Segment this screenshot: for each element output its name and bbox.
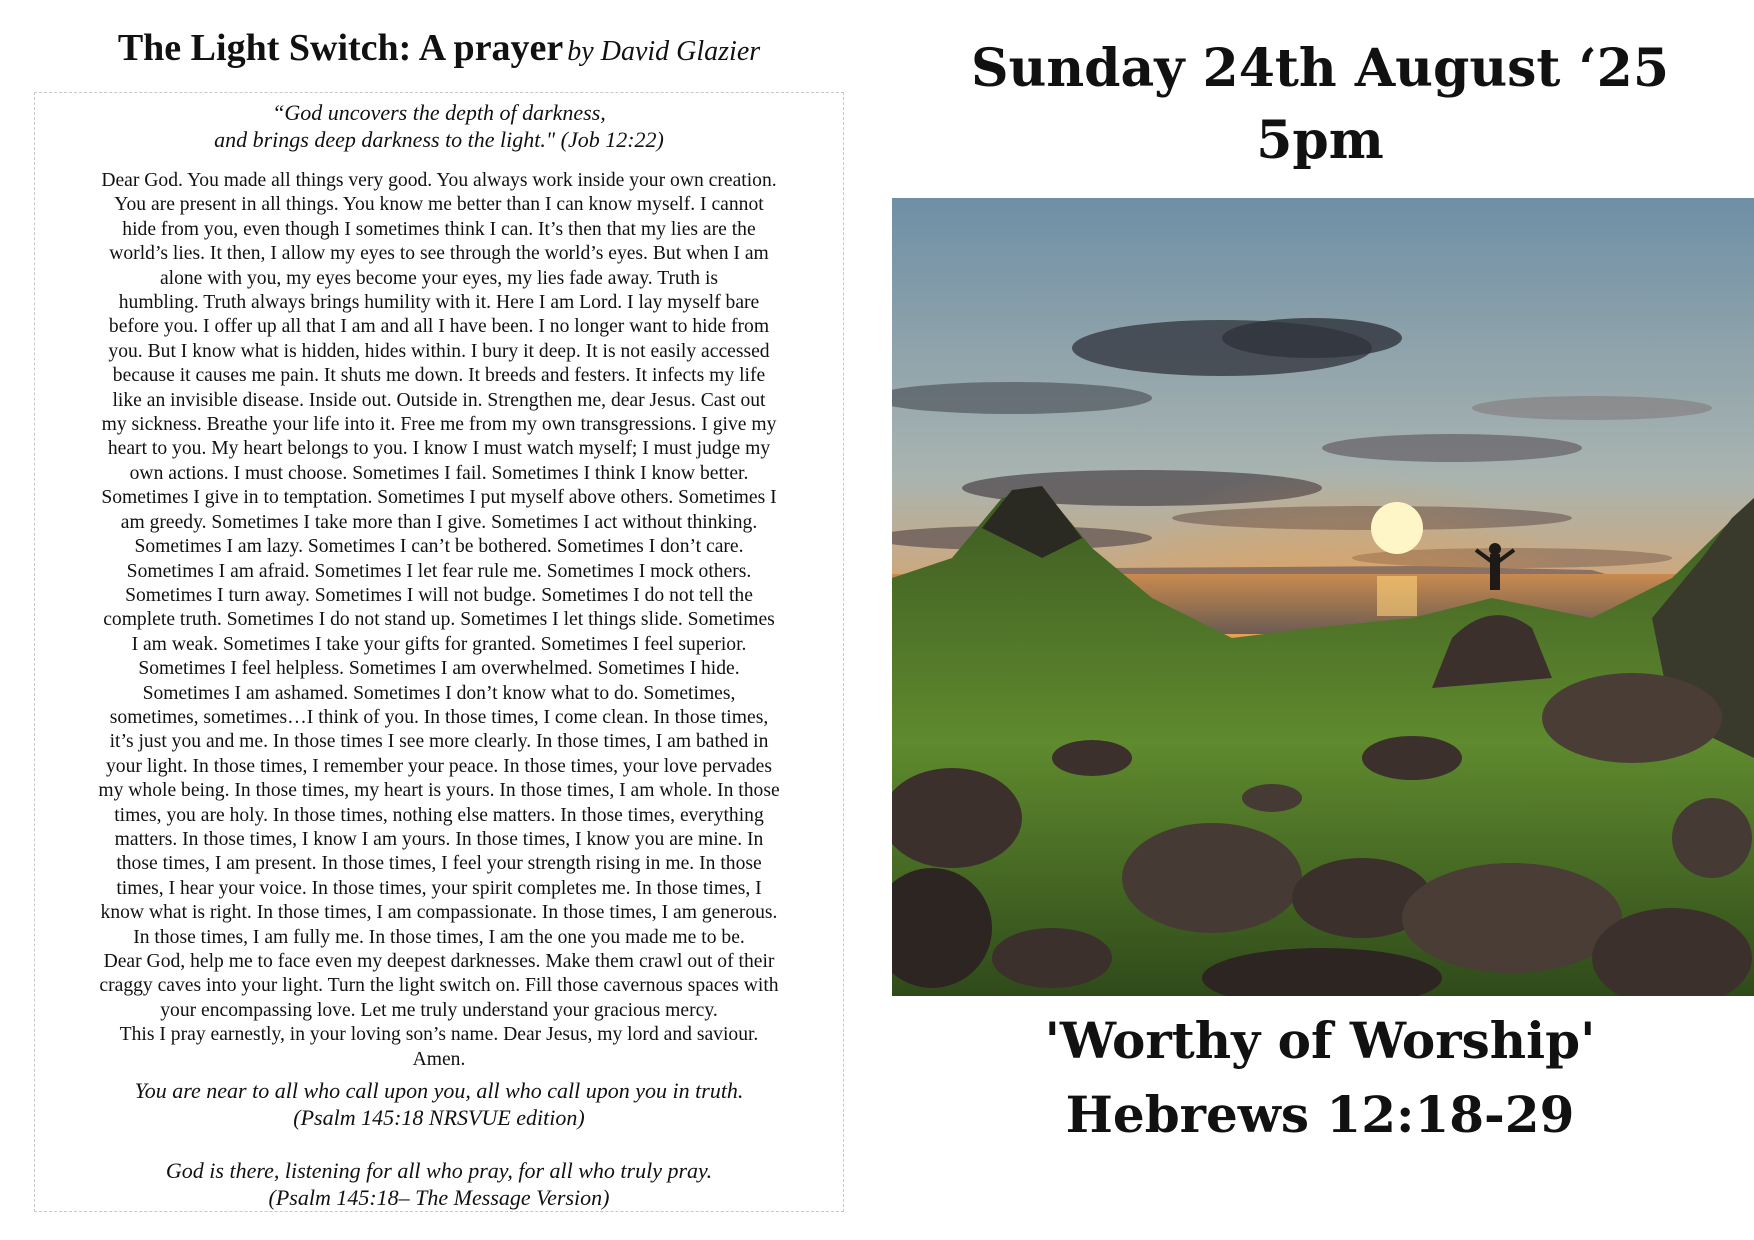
epigraph-line: and brings deep darkness to the light." (Job 12:22) [214, 127, 664, 152]
scripture-reference: Hebrews 12:18-29 [1065, 1085, 1575, 1144]
prayer-line: own actions. I must choose. Sometimes I fail. Sometimes I think I know better. [129, 462, 749, 484]
prayer-line: Sometimes I give in to temptation. Sometimes I put myself above others. Sometimes I [101, 487, 777, 509]
prayer-line: your light. In those times, I remember your peace. In those times, your love pervades [106, 755, 772, 777]
prayer-line: my sickness. Breathe your life into it. Free me from my own transgressions. I give my [101, 414, 777, 436]
prayer-author: by David Glazier [567, 36, 761, 67]
prayer-line: know what is right. In those times, I am compassionate. In those times, I am generous. [100, 902, 778, 924]
prayer-line: I am weak. Sometimes I take your gifts for granted. Sometimes I feel superior. [131, 633, 747, 655]
prayer-line: heart to you. My heart belongs to you. I know I must watch myself; I must judge my [107, 438, 771, 460]
sunset-landscape-image [892, 198, 1754, 996]
prayer-line: you. But I know what is hidden, hides within. I bury it deep. It is not easily accessed [108, 340, 770, 362]
epigraph [35, 99, 843, 153]
prayer-box [34, 92, 844, 1212]
prayer-line: Sometimes I turn away. Sometimes I will not budge. Sometimes I do not tell the [125, 584, 753, 606]
prayer-line: times, you are holy. In those times, nothing else matters. In those times, everything [114, 804, 764, 826]
epigraph-line: “God uncovers the depth of darkness, [272, 100, 606, 125]
prayer-line: like an invisible disease. Inside out. Outside in. Strengthen me, dear Jesus. Cast out [112, 389, 766, 411]
prayer-line: matters. In those times, I know I am yours. In those times, I know you are mine. In [114, 828, 764, 850]
prayer-line: Amen. [412, 1048, 466, 1070]
service-date: Sunday 24th August ‘25 [970, 38, 1669, 99]
prayer-title: The Light Switch: A prayer [117, 27, 564, 69]
prayer-line: This I pray earnestly, in your loving son’s name. Dear Jesus, my lord and saviour. [119, 1024, 759, 1046]
prayer-line: You are present in all things. You know me better than I can know myself. I cannot [114, 194, 764, 216]
closing-verse-citation: (Psalm 145:18 NRSVUE edition) [293, 1105, 585, 1130]
prayer-line: Dear God, help me to face even my deepest darknesses. Make them crawl out of their [103, 951, 775, 972]
closing-verse-text: You are near to all who call upon you, all who call upon you in truth. [134, 1078, 744, 1103]
sermon-title: 'Worthy of Worship' [1044, 1011, 1596, 1070]
prayer-line: alone with you, my eyes become your eyes, my lies fade away. Truth is [159, 267, 719, 289]
prayer-line: Sometimes I am lazy. Sometimes I can’t be bothered. Sometimes I don’t care. [134, 536, 744, 558]
prayer-line: my whole being. In those times, my heart is yours. In those times, I am whole. In those [98, 780, 780, 802]
sunset-landscape-illustration [892, 198, 1754, 996]
prayer-line: In those times, I am fully me. In those times, I am the one you made me to be. [133, 926, 745, 948]
prayer-line: sometimes, sometimes…I think of you. In those times, I come clean. In those times, [109, 706, 769, 728]
closing-verse-message [35, 1157, 843, 1211]
prayer-line: Sometimes I feel helpless. Sometimes I am overwhelmed. Sometimes I hide. [138, 658, 740, 680]
prayer-line: it’s just you and me. In those times I see more clearly. In those times, I am bathed in [109, 731, 769, 753]
prayer-line: world’s lies. It then, I allow my eyes to see through the world’s eyes. But when I am [109, 243, 769, 265]
closing-verse-nrsvue [35, 1077, 843, 1131]
service-time: 5pm [1256, 110, 1384, 171]
prayer-line: before you. I offer up all that I am and all I have been. I no longer want to hide from [108, 316, 770, 338]
prayer-line: am greedy. Sometimes I take more than I give. Sometimes I act without thinking. [120, 511, 758, 533]
prayer-line: Sometimes I am ashamed. Sometimes I don’t know what to do. Sometimes, [142, 682, 736, 704]
prayer-line: hide from you, even though I sometimes think I can. It’s then that my lies are the [122, 218, 756, 240]
prayer-line: humbling. Truth always brings humility with it. Here I am Lord. I lay myself bare [118, 292, 760, 314]
prayer-line: times, I hear your voice. In those times, your spirit completes me. In those times, I [116, 877, 762, 899]
prayer-line: because it causes me pain. It shuts me down. It breeds and festers. It infects my life [112, 365, 766, 387]
prayer-line: Sometimes I am afraid. Sometimes I let fear rule me. Sometimes I mock others. [126, 560, 752, 582]
closing-verse-citation: (Psalm 145:18– The Message Version) [268, 1185, 610, 1210]
prayer-line: complete truth. Sometimes I do not stand up. Sometimes I let things slide. Sometimes [103, 609, 775, 631]
closing-verse-text: God is there, listening for all who pray, for all who truly pray. [165, 1158, 713, 1183]
prayer-body [39, 169, 839, 1072]
prayer-line: those times, I am present. In those times, I feel your strength rising in me. In those [116, 853, 762, 875]
prayer-line: your encompassing love. Let me truly understand your gracious mercy. [160, 999, 718, 1021]
prayer-heading [34, 26, 844, 70]
prayer-line: Dear God. You made all things very good. You always work inside your own creation. [101, 170, 777, 191]
prayer-line: craggy caves into your light. Turn the light switch on. Fill those cavernous spaces with [99, 975, 779, 997]
